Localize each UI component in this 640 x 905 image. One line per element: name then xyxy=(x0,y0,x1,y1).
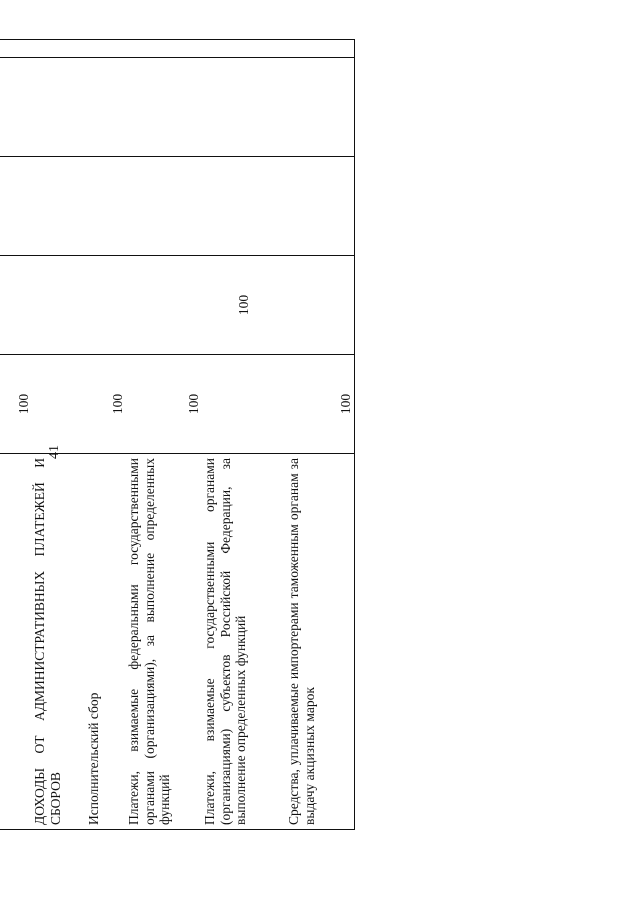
table-row xyxy=(126,40,202,830)
revenue-table xyxy=(0,39,355,830)
cell-col2: 100 xyxy=(0,355,32,454)
cell-col2 xyxy=(202,355,286,454)
cell-col3 xyxy=(0,256,32,355)
table-row xyxy=(286,40,355,830)
cell-col2 xyxy=(32,355,86,454)
row-label: Исполнительский сбор xyxy=(86,454,126,830)
cell-col2: 100 xyxy=(86,355,126,454)
table-row xyxy=(32,40,86,830)
row-label: Средства, уплачиваемые импортерами таможенным органам за выдачу акцизных марок xyxy=(286,454,355,830)
cell-col3 xyxy=(32,256,86,355)
cell-col3 xyxy=(126,256,202,355)
cell-col2: 100 xyxy=(126,355,202,454)
table-row xyxy=(86,40,126,830)
cell-col2: 100 xyxy=(286,355,355,454)
row-label xyxy=(0,454,32,830)
cell-col3 xyxy=(86,256,126,355)
cell-col3: 100 xyxy=(202,256,286,355)
table-row xyxy=(202,40,286,830)
row-label: Платежи, взимаемые федеральными государственными органами (организациями), за выполнение определенных функций xyxy=(126,454,202,830)
section-heading: ДОХОДЫ ОТ АДМИНИСТРАТИВНЫХ ПЛАТЕЖЕЙ И СБОРОВ xyxy=(32,454,86,830)
page-number: 41 xyxy=(47,445,62,459)
table-row xyxy=(0,40,32,830)
rotated-page xyxy=(0,40,380,830)
row-label: Платежи, взимаемые государственными органами (организациями) субъектов Российской Федерации, за выполнение определенных функций xyxy=(202,454,286,830)
cell-col3 xyxy=(286,256,355,355)
